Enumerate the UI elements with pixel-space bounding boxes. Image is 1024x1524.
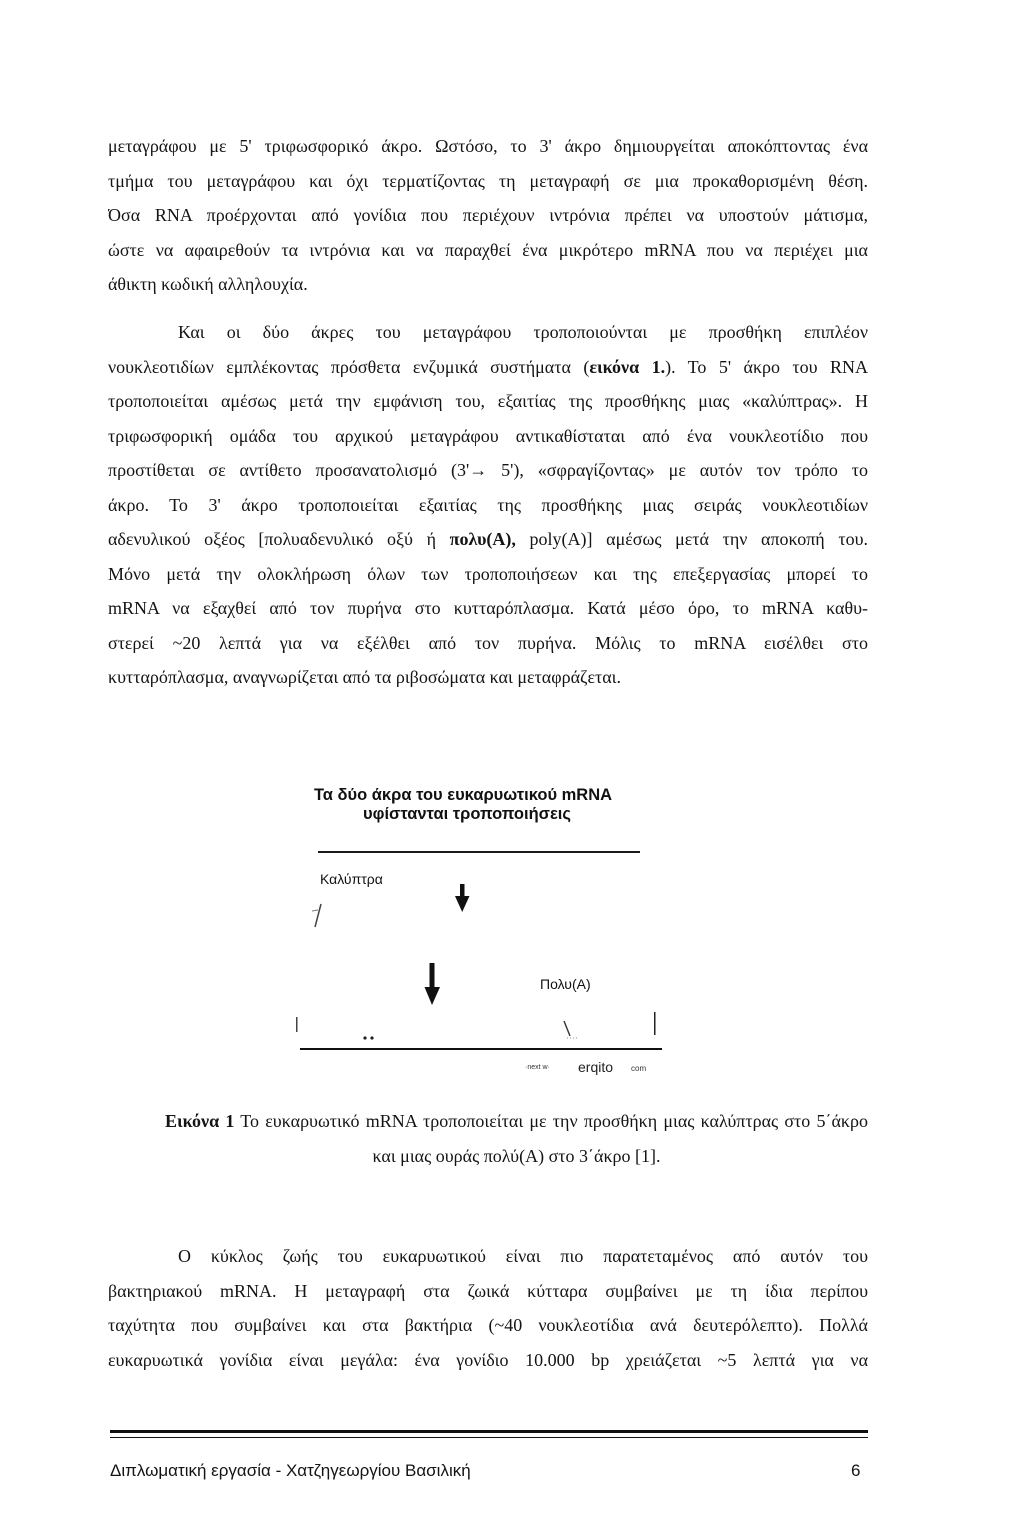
- caption-line: [165, 1104, 868, 1139]
- body-line: άθικτη κωδική αλληλουχία.: [108, 274, 308, 294]
- figure-top-rule: [318, 851, 640, 853]
- figure-caption: [165, 1104, 868, 1173]
- figure-reference: εικόνα 1.: [589, 356, 666, 377]
- body-text: ). Το 5' άκρο του RNA: [665, 356, 868, 377]
- footer-rule-thick: [110, 1430, 868, 1433]
- strand-dot: [370, 1036, 373, 1039]
- figure-subtitle: υφίστανται τροποποιήσεις: [363, 805, 571, 823]
- cap-label: Καλύπτρα: [320, 871, 383, 887]
- paragraph-1: [108, 129, 868, 302]
- figure-bottom-rule: [300, 1048, 662, 1050]
- body-line: μεταγράφου με 5' τριφωσφορικό άκρο. Ωστόσο, το 3' άκρο δημιουργείται αποκόπτοντας ένα: [108, 136, 868, 156]
- body-line: ώστε να αφαιρεθούν τα ιντρόνια και να παραχθεί ένα μικρότερο mRNA που να περιέχει μια: [108, 239, 868, 260]
- body-line: [108, 522, 868, 557]
- body-line: άκρο. Το 3' άκρο τροποποιείται εξαιτίας της προσθήκης μιας σειράς νουκλεοτιδίων: [108, 494, 868, 515]
- body-line: Μόνο μετά την ολοκλήρωση όλων των τροποποιήσεων και της επεξεργασίας μπορεί το: [108, 563, 868, 584]
- figure-title: Τα δύο άκρα του ευκαρυωτικού mRNA: [313, 786, 613, 804]
- body-line: τριφωσφορική ομάδα του αρχικού μεταγράφου αντικαθίσταται από ένα νουκλεοτίδιο που: [108, 425, 868, 446]
- body-line: κυτταρόπλασμα, αναγνωρίζεται από τα ριβοσώματα και μεταφράζεται.: [108, 667, 622, 687]
- caption-text: Το ευκαρυωτικό mRNA τροποποιείται με την προσθήκη μιας καλύπτρας στο 5΄άκρο: [234, 1111, 868, 1131]
- body-line: τμήμα του μεταγράφου και όχι τερματίζοντας τη μεταγραφή σε μια προκαθορισμένη θέση.: [108, 170, 868, 191]
- poly-a-label: Πολυ(A): [540, 976, 591, 992]
- left-boundary-mark: [296, 1017, 298, 1032]
- paragraph-2: [108, 315, 868, 695]
- body-text: αδενυλικού οξέος [πολυαδενυλικό οξύ ή: [108, 529, 450, 549]
- page-number: 6: [851, 1461, 861, 1480]
- body-line: [108, 350, 868, 385]
- footer-title: Διπλωματική εργασία - Χατζηγεωργίου Βασιλική: [110, 1461, 471, 1480]
- body-text: poly(A)] αμέσως μετά την αποκοπή του.: [515, 529, 868, 549]
- down-arrow-icon: [425, 963, 441, 1005]
- footer-rule-thin: [110, 1437, 868, 1438]
- caption-line: και μιας ουράς πολύ(A) στο 3΄άκρο [1].: [372, 1145, 661, 1166]
- tail-stroke-mark: [564, 1021, 570, 1036]
- body-line: βακτηριακού mRNA. Η μεταγραφή στα ζωικά κύτταρα συμβαίνει με τη ίδια περίπου: [108, 1280, 868, 1301]
- cap-tick-mark: [312, 910, 318, 911]
- figure-credit-site: erqito: [578, 1059, 614, 1075]
- body-text: νουκλεοτιδίων εμπλέκοντας πρόσθετα ενζυμικά συστήματα (: [108, 356, 590, 377]
- body-line: ταχύτητα που συμβαίνει και στα βακτήρια (~40 νουκλεοτίδια ανά δευτερόλεπτο). Πολλά: [108, 1315, 868, 1335]
- paragraph-3: [108, 1239, 868, 1377]
- body-line: mRNA να εξαχθεί από τον πυρήνα στο κυτταρόπλασμα. Κατά μέσο όρο, το mRNA καθυ-: [108, 598, 868, 618]
- body-line: ευκαρυωτικά γονίδια είναι μεγάλα: ένα γονίδιο 10.000 bp χρειάζεται ~5 λεπτά για να: [108, 1349, 868, 1370]
- body-line: Και οι δύο άκρες του μεταγράφου τροποποιούνται με προσθήκη επιπλέον: [178, 322, 868, 342]
- down-arrow-icon: [455, 884, 470, 912]
- mrna-figure: [285, 780, 675, 1080]
- caption-label: Εικόνα 1: [165, 1111, 235, 1131]
- body-line: τροποποιείται αμέσως μετά την εμφάνιση του, εξαιτίας της προσθήκης μιας «καλύπτρας». Η: [108, 391, 868, 411]
- strand-dot: [363, 1036, 366, 1039]
- figure-credit-prefix: ·next w·: [525, 1064, 550, 1071]
- right-boundary-mark: [654, 1012, 656, 1035]
- body-line: Όσα RNA προέρχονται από γονίδια που περιέχουν ιντρόνια πρέπει να υποστούν μάτισμα,: [108, 205, 868, 225]
- body-line: Ο κύκλος ζωής του ευκαρυωτικού είναι πιο παρατεταμένος από αυτόν του: [178, 1246, 868, 1266]
- figure-graphic: [285, 780, 675, 1080]
- body-line: προστίθεται σε αντίθετο προσανατολισμό (3'→ 5'), «σφραγίζοντας» με αυτόν τον τρόπο το: [108, 460, 868, 480]
- figure-credit-tld: com: [631, 1064, 647, 1073]
- cap-stroke-mark: [315, 904, 321, 927]
- body-line: στερεί ~20 λεπτά για να εξέλθει από τον πυρήνα. Μόλις το mRNA εισέλθει στο: [108, 632, 868, 653]
- bold-term: πολυ(A),: [449, 529, 516, 549]
